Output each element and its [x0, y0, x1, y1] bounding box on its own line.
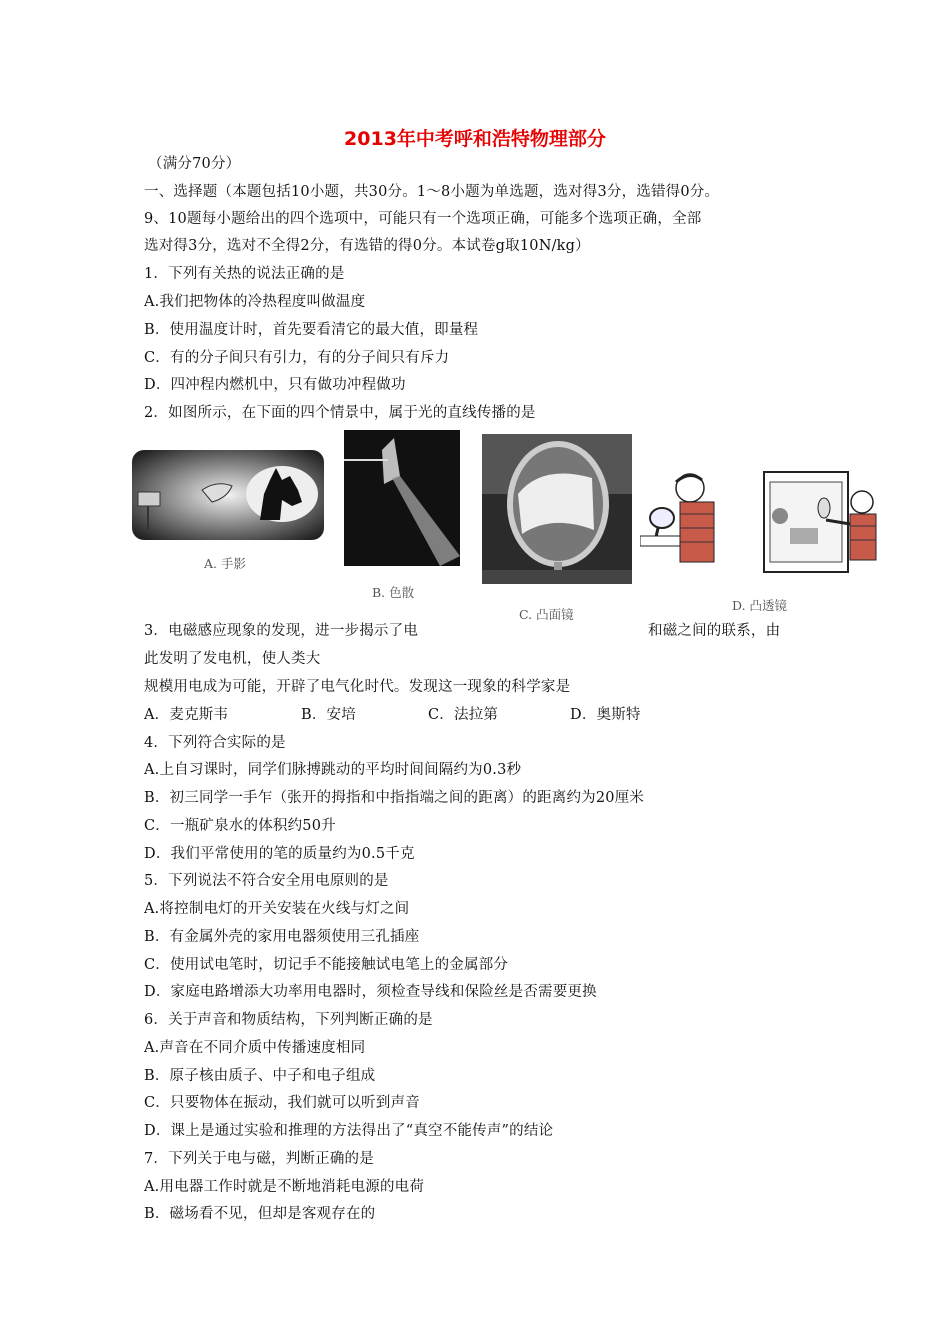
q6-option-c: C．只要物体在振动，我们就可以听到声音	[144, 1095, 420, 1111]
q1-stem: 1．下列有关热的说法正确的是	[144, 266, 345, 282]
q3-stem-right: 和磁之间的联系，由	[648, 623, 781, 639]
q3-stem-line2: 此发明了发电机，使人类大	[144, 651, 321, 667]
q6-stem: 6．关于声音和物质结构，下列判断正确的是	[144, 1012, 433, 1028]
q6-option-b: B．原子核由质子、中子和电子组成	[144, 1068, 376, 1084]
section-instructions-line2: 9、10题每小题给出的四个选项中，可能只有一个选项正确，可能多个选项正确，全部	[144, 211, 702, 227]
figure-convex-mirror	[482, 434, 632, 584]
q4-option-a: A.上自习课时，同学们脉搏跳动的平均时间间隔约为0.3秒	[144, 762, 522, 778]
q3-option-a: A．麦克斯韦	[144, 707, 229, 723]
figure-convex-lens	[640, 468, 890, 580]
q5-option-c: C．使用试电笔时，切记手不能接触试电笔上的金属部分	[144, 957, 509, 973]
figure-prism-dispersion	[344, 430, 460, 566]
score-note: （满分70分）	[148, 156, 241, 172]
figure-caption-c: C. 凸面镜	[519, 607, 574, 622]
q5-option-b: B．有金属外壳的家用电器须使用三孔插座	[144, 929, 420, 945]
q4-option-d: D．我们平常使用的笔的质量约为0.5千克	[144, 846, 415, 862]
q4-option-b: B．初三同学一手乍（张开的拇指和中指指端之间的距离）的距离约为20厘米	[144, 790, 645, 806]
q4-option-c: C．一瓶矿泉水的体积约50升	[144, 818, 336, 834]
figure-caption-d: D. 凸透镜	[732, 598, 788, 613]
q5-option-d: D．家庭电路增添大功率用电器时，须检查导线和保险丝是否需要更换	[144, 984, 597, 1000]
q3-stem-left: 3．电磁感应现象的发现，进一步揭示了电	[144, 623, 419, 639]
q3-option-b: B．安培	[301, 707, 356, 723]
q6-option-d: D．课上是通过实验和推理的方法得出了“真空不能传声”的结论	[144, 1123, 554, 1139]
q3-option-d: D．奥斯特	[570, 707, 641, 723]
q3-stem-line3: 规模用电成为可能，开辟了电气化时代。发现这一现象的科学家是	[144, 679, 571, 695]
q6-option-a: A.声音在不同介质中传播速度相同	[144, 1040, 366, 1056]
figure-caption-b: B. 色散	[372, 585, 415, 600]
q3-option-c: C．法拉第	[428, 707, 499, 723]
q2-stem: 2．如图所示，在下面的四个情景中，属于光的直线传播的是	[144, 405, 536, 421]
q5-stem: 5．下列说法不符合安全用电原则的是	[144, 873, 389, 889]
q1-option-c: C．有的分子间只有引力，有的分子间只有斥力	[144, 350, 450, 366]
q1-option-b: B．使用温度计时，首先要看清它的最大值，即量程	[144, 322, 479, 338]
exam-title: 2013年中考呼和浩特物理部分	[344, 128, 606, 150]
q1-option-d: D．四冲程内燃机中，只有做功冲程做功	[144, 377, 406, 393]
q7-option-a: A.用电器工作时就是不断地消耗电源的电荷	[144, 1179, 425, 1195]
q1-option-a: A.我们把物体的冷热程度叫做温度	[144, 294, 366, 310]
q7-stem: 7．下列关于电与磁，判断正确的是	[144, 1151, 374, 1167]
q7-option-b: B．磁场看不见，但却是客观存在的	[144, 1206, 376, 1222]
section-instructions-line3: 选对得3分，选对不全得2分，有选错的得0分。本试卷g取10N/kg）	[144, 238, 590, 254]
q5-option-a: A.将控制电灯的开关安装在火线与灯之间	[144, 901, 410, 917]
figure-hand-shadow	[132, 450, 324, 540]
q4-stem: 4．下列符合实际的是	[144, 735, 286, 751]
section-instructions-line1: 一、选择题（本题包括10小题，共30分。1～8小题为单选题，选对得3分，选错得0分。	[144, 184, 720, 200]
figure-caption-a: A. 手影	[204, 556, 246, 571]
